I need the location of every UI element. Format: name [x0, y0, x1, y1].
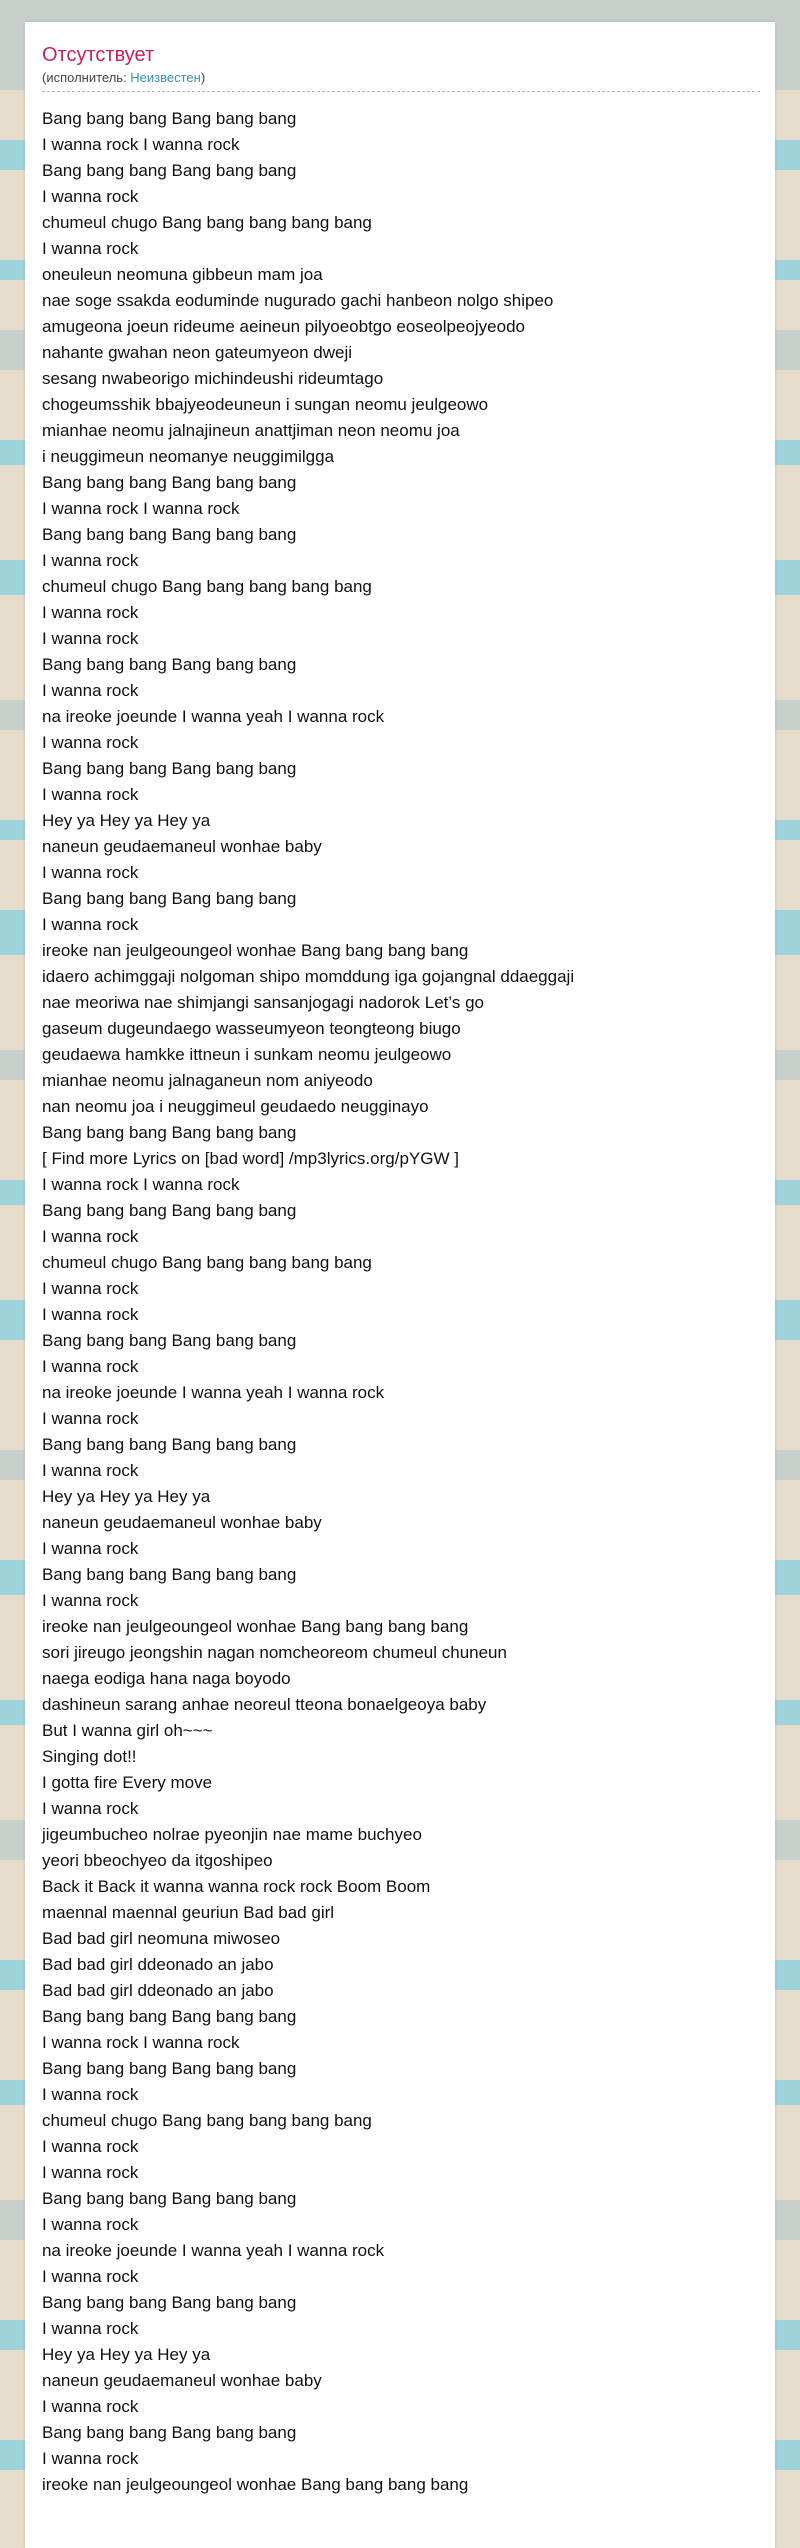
lyric-line: Bang bang bang Bang bang bang — [42, 759, 297, 778]
lyric-line: Bang bang bang Bang bang bang — [42, 2423, 297, 2442]
lyric-line: chumeul chugo Bang bang bang bang bang — [42, 577, 372, 596]
lyric-line: gaseum dugeundaego wasseumyeon teongteong biugo — [42, 1019, 461, 1038]
lyric-line: ireoke nan jeulgeoungeol wonhae Bang bang bang bang — [42, 2475, 469, 2494]
lyric-line: [ Find more Lyrics on [bad word] /mp3lyrics.org/pYGW ] — [42, 1149, 459, 1168]
lyric-line: I wanna rock — [42, 629, 139, 648]
lyric-line: Bang bang bang Bang bang bang — [42, 655, 297, 674]
lyric-line: sesang nwabeorigo michindeushi rideumtago — [42, 369, 384, 388]
lyric-line: Bang bang bang Bang bang bang — [42, 1565, 297, 1584]
lyric-line: I wanna rock I wanna rock — [42, 1175, 240, 1194]
lyric-line: Bang bang bang Bang bang bang — [42, 1201, 297, 1220]
lyric-line: Bang bang bang Bang bang bang — [42, 1435, 297, 1454]
lyric-line: Bang bang bang Bang bang bang — [42, 1123, 297, 1142]
lyric-line: Bang bang bang Bang bang bang — [42, 2293, 297, 2312]
lyric-line: Bang bang bang Bang bang bang — [42, 109, 297, 128]
lyric-line: Bad bad girl neomuna miwoseo — [42, 1929, 281, 1948]
lyric-line: chumeul chugo Bang bang bang bang bang — [42, 1253, 372, 1272]
lyric-line: I wanna rock — [42, 2085, 139, 2104]
lyric-line: nae meoriwa nae shimjangi sansanjogagi nadorok Let’s go — [42, 993, 484, 1012]
lyric-line: Bang bang bang Bang bang bang — [42, 473, 297, 492]
lyric-line: ireoke nan jeulgeoungeol wonhae Bang bang bang bang — [42, 941, 469, 960]
lyric-line: Bad bad girl ddeonado an jabo — [42, 1955, 274, 1974]
lyric-line: nahante gwahan neon gateumyeon dweji — [42, 343, 353, 362]
lyric-line: I wanna rock — [42, 1591, 139, 1610]
lyric-line: I wanna rock — [42, 2319, 139, 2338]
lyric-line: I wanna rock — [42, 1357, 139, 1376]
lyric-line: I wanna rock — [42, 2215, 139, 2234]
artist-line — [42, 70, 205, 85]
lyric-line: jigeumbucheo nolrae pyeonjin nae mame buchyeo — [42, 1825, 422, 1844]
lyric-line: I wanna rock — [42, 681, 139, 700]
lyric-line: na ireoke joeunde I wanna yeah I wanna rock — [42, 1383, 385, 1402]
lyric-line: I wanna rock — [42, 863, 139, 882]
artist-link[interactable]: Неизвестен — [130, 70, 201, 85]
lyric-line: Bad bad girl ddeonado an jabo — [42, 1981, 274, 2000]
lyric-line: maennal maennal geuriun Bad bad girl — [42, 1903, 335, 1922]
lyric-line: mianhae neomu jalnajineun anattjiman neon neomu joa — [42, 421, 460, 440]
lyric-line: Hey ya Hey ya Hey ya — [42, 811, 211, 830]
lyric-line: I wanna rock — [42, 2163, 139, 2182]
lyrics-text — [42, 106, 762, 2498]
lyric-line: I wanna rock — [42, 603, 139, 622]
lyric-line: I wanna rock I wanna rock — [42, 499, 240, 518]
artist-prefix: (исполнитель: — [42, 70, 131, 85]
lyric-line: I wanna rock — [42, 1539, 139, 1558]
lyric-line: Bang bang bang Bang bang bang — [42, 525, 297, 544]
lyric-line: Hey ya Hey ya Hey ya — [42, 1487, 211, 1506]
lyric-line: I wanna rock — [42, 1799, 139, 1818]
lyric-line: I wanna rock — [42, 1305, 139, 1324]
lyrics-card — [25, 22, 775, 2548]
lyric-line: yeori bbeochyeo da itgoshipeo — [42, 1851, 273, 1870]
lyric-line: naega eodiga hana naga boyodo — [42, 1669, 291, 1688]
lyric-line: I gotta fire Every move — [42, 1773, 213, 1792]
lyric-line: ireoke nan jeulgeoungeol wonhae Bang bang bang bang — [42, 1617, 469, 1636]
lyric-line: naneun geudaemaneul wonhae baby — [42, 1513, 322, 1532]
lyric-line: I wanna rock — [42, 551, 139, 570]
lyric-line: naneun geudaemaneul wonhae baby — [42, 837, 322, 856]
lyric-line: chogeumsshik bbajyeodeuneun i sungan neomu jeulgeowo — [42, 395, 489, 414]
lyric-line: Bang bang bang Bang bang bang — [42, 2007, 297, 2026]
lyric-line: i neuggimeun neomanye neuggimilgga — [42, 447, 335, 466]
title-divider — [42, 91, 760, 92]
lyric-line: oneuleun neomuna gibbeun mam joa — [42, 265, 323, 284]
lyric-line: I wanna rock — [42, 1409, 139, 1428]
lyric-line: nae soge ssakda eoduminde nugurado gachi hanbeon nolgo shipeo — [42, 291, 554, 310]
lyric-line: Hey ya Hey ya Hey ya — [42, 2345, 211, 2364]
lyric-line: na ireoke joeunde I wanna yeah I wanna rock — [42, 2241, 385, 2260]
lyric-line: mianhae neomu jalnaganeun nom aniyeodo — [42, 1071, 373, 1090]
lyric-line: I wanna rock — [42, 2397, 139, 2416]
lyric-line: naneun geudaemaneul wonhae baby — [42, 2371, 322, 2390]
lyric-line: geudaewa hamkke ittneun i sunkam neomu jeulgeowo — [42, 1045, 452, 1064]
lyric-line: I wanna rock — [42, 915, 139, 934]
lyric-line: amugeona joeun rideume aeineun pilyoeobtgo eoseolpeojyeodo — [42, 317, 525, 336]
lyric-line: Bang bang bang Bang bang bang — [42, 1331, 297, 1350]
lyric-line: Bang bang bang Bang bang bang — [42, 2059, 297, 2078]
lyric-line: I wanna rock — [42, 2449, 139, 2468]
song-title: Отсутствует — [42, 44, 155, 66]
lyric-line: dashineun sarang anhae neoreul tteona bonaelgeoya baby — [42, 1695, 487, 1714]
lyric-line: chumeul chugo Bang bang bang bang bang — [42, 213, 372, 232]
lyric-line: I wanna rock — [42, 1227, 139, 1246]
lyric-line: I wanna rock — [42, 2267, 139, 2286]
lyric-line: I wanna rock I wanna rock — [42, 135, 240, 154]
lyric-line: I wanna rock — [42, 785, 139, 804]
lyric-line: But I wanna girl oh~~~ — [42, 1721, 213, 1740]
lyric-line: na ireoke joeunde I wanna yeah I wanna rock — [42, 707, 385, 726]
lyric-line: I wanna rock I wanna rock — [42, 2033, 240, 2052]
lyric-line: Bang bang bang Bang bang bang — [42, 889, 297, 908]
lyric-line: chumeul chugo Bang bang bang bang bang — [42, 2111, 372, 2130]
lyric-line: idaero achimggaji nolgoman shipo momddung iga gojangnal ddaeggaji — [42, 967, 575, 986]
lyric-line: I wanna rock — [42, 1461, 139, 1480]
lyric-line: Bang bang bang Bang bang bang — [42, 161, 297, 180]
lyric-line: sori jireugo jeongshin nagan nomcheoreom chumeul chuneun — [42, 1643, 507, 1662]
lyric-line: Back it Back it wanna wanna rock rock Boom Boom — [42, 1877, 431, 1896]
lyric-line: nan neomu joa i neuggimeul geudaedo neugginayo — [42, 1097, 429, 1116]
lyric-line: Singing dot!! — [42, 1747, 137, 1766]
lyric-line: I wanna rock — [42, 733, 139, 752]
lyric-line: I wanna rock — [42, 1279, 139, 1298]
lyric-line: I wanna rock — [42, 187, 139, 206]
lyric-line: Bang bang bang Bang bang bang — [42, 2189, 297, 2208]
artist-suffix: ) — [200, 70, 206, 85]
lyric-line: I wanna rock — [42, 2137, 139, 2156]
lyric-line: I wanna rock — [42, 239, 139, 258]
